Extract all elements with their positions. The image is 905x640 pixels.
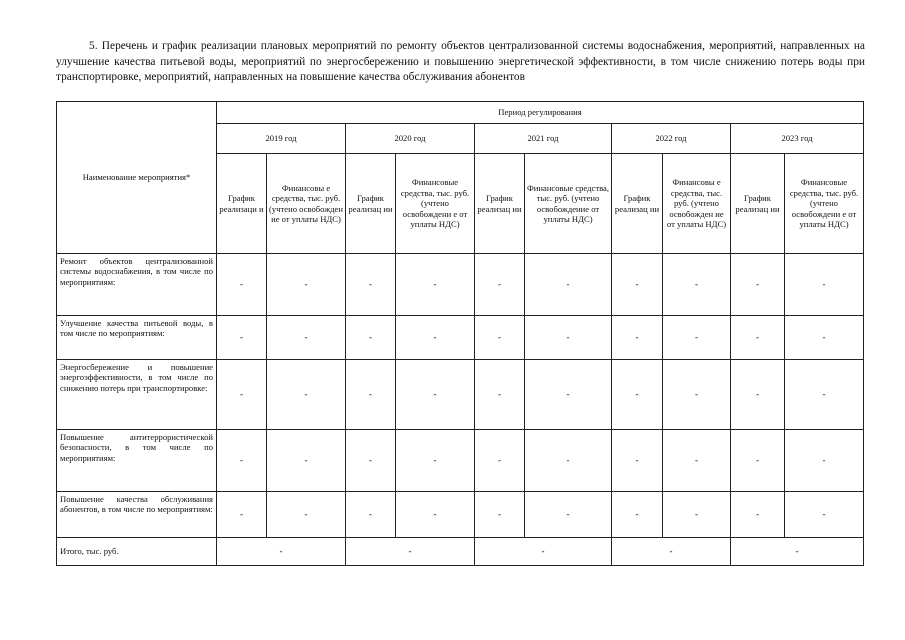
year-header: 2019 год — [217, 124, 346, 154]
cell-value: - — [785, 254, 864, 316]
cell-value: - — [346, 316, 396, 360]
cell-value: - — [396, 254, 475, 316]
cell-value: - — [663, 492, 731, 538]
table-row — [57, 492, 864, 538]
total-value: - — [346, 538, 475, 566]
total-value: - — [731, 538, 864, 566]
cell-value: - — [346, 360, 396, 430]
schedule-header: График реализац ии — [346, 154, 396, 254]
finance-header: Финансовые средства, тыс. руб. (учтено освобождени е от уплаты НДС) — [396, 154, 475, 254]
cell-value: - — [785, 430, 864, 492]
table-row — [57, 360, 864, 430]
cell-value: - — [346, 492, 396, 538]
table-row — [57, 430, 864, 492]
total-value: - — [217, 538, 346, 566]
cell-value: - — [525, 254, 612, 316]
name-column-header: Наименование мероприятия* — [57, 102, 217, 254]
cell-value: - — [663, 430, 731, 492]
row-name: Повышение качества обслуживания абонентов, в том числе по мероприятиям: — [57, 492, 217, 538]
table-row — [57, 316, 864, 360]
cell-value: - — [217, 492, 267, 538]
cell-value: - — [663, 316, 731, 360]
cell-value: - — [731, 492, 785, 538]
cell-value: - — [217, 360, 267, 430]
cell-value: - — [267, 316, 346, 360]
year-header: 2020 год — [346, 124, 475, 154]
cell-value: - — [475, 316, 525, 360]
year-header: 2023 год — [731, 124, 864, 154]
cell-value: - — [475, 254, 525, 316]
total-value: - — [475, 538, 612, 566]
cell-value: - — [731, 360, 785, 430]
cell-value: - — [217, 316, 267, 360]
row-name: Энергосбережение и повышение энергоэффективности, в том числе по снижению потерь при транспортировке: — [57, 360, 217, 430]
table-row — [57, 254, 864, 316]
schedule-header: График реализаци и — [217, 154, 267, 254]
cell-value: - — [525, 492, 612, 538]
total-label: Итого, тыс. руб. — [57, 538, 217, 566]
cell-value: - — [612, 360, 663, 430]
cell-value: - — [267, 360, 346, 430]
cell-value: - — [346, 430, 396, 492]
cell-value: - — [731, 430, 785, 492]
cell-value: - — [525, 316, 612, 360]
cell-value: - — [612, 316, 663, 360]
cell-value: - — [785, 492, 864, 538]
year-header: 2022 год — [612, 124, 731, 154]
cell-value: - — [525, 360, 612, 430]
row-name: Повышение антитеррористической безопасности, в том числе по мероприятиям: — [57, 430, 217, 492]
period-header: Период регулирования — [217, 102, 864, 124]
cell-value: - — [217, 430, 267, 492]
cell-value: - — [612, 254, 663, 316]
cell-value: - — [475, 360, 525, 430]
plan-table — [56, 101, 864, 566]
finance-header: Финансовы е средства, тыс. руб. (учтено освобожден ие от уплаты НДС) — [663, 154, 731, 254]
cell-value: - — [396, 360, 475, 430]
total-value: - — [612, 538, 731, 566]
cell-value: - — [785, 316, 864, 360]
cell-value: - — [612, 492, 663, 538]
cell-value: - — [217, 254, 267, 316]
finance-header: Финансовые средства, тыс. руб. (учтено освобождени е от уплаты НДС) — [785, 154, 864, 254]
schedule-header: График реализац ии — [731, 154, 785, 254]
finance-header: Финансовые средства, тыс. руб. (учтено освобождение от уплаты НДС) — [525, 154, 612, 254]
schedule-header: График реализац ии — [612, 154, 663, 254]
cell-value: - — [612, 430, 663, 492]
cell-value: - — [525, 430, 612, 492]
cell-value: - — [396, 492, 475, 538]
cell-value: - — [663, 360, 731, 430]
cell-value: - — [663, 254, 731, 316]
cell-value: - — [396, 430, 475, 492]
cell-value: - — [731, 316, 785, 360]
cell-value: - — [731, 254, 785, 316]
row-name: Ремонт объектов централизованной системы водоснабжения, в том числе по мероприятиям: — [57, 254, 217, 316]
cell-value: - — [267, 254, 346, 316]
cell-value: - — [475, 492, 525, 538]
cell-value: - — [267, 430, 346, 492]
year-header: 2021 год — [475, 124, 612, 154]
cell-value: - — [475, 430, 525, 492]
cell-value: - — [396, 316, 475, 360]
total-row — [57, 538, 864, 566]
finance-header: Финансовы е средства, тыс. руб. (учтено освобожден ие от уплаты НДС) — [267, 154, 346, 254]
cell-value: - — [785, 360, 864, 430]
section-heading: 5. Перечень и график реализации плановых мероприятий по ремонту объектов централизованной системы водоснабжения, мероприятий, направленных на улучшение качества питьевой воды, мероприятий по энергосбережению и повышению энергетической эффективности, в том числе снижению потерь воды при транспортировке, мероприятий, направленных на повышение качества обслуживания абонентов — [56, 40, 865, 83]
cell-value: - — [267, 492, 346, 538]
row-name: Улучшение качества питьевой воды, в том числе по мероприятиям: — [57, 316, 217, 360]
schedule-header: График реализац ии — [475, 154, 525, 254]
cell-value: - — [346, 254, 396, 316]
